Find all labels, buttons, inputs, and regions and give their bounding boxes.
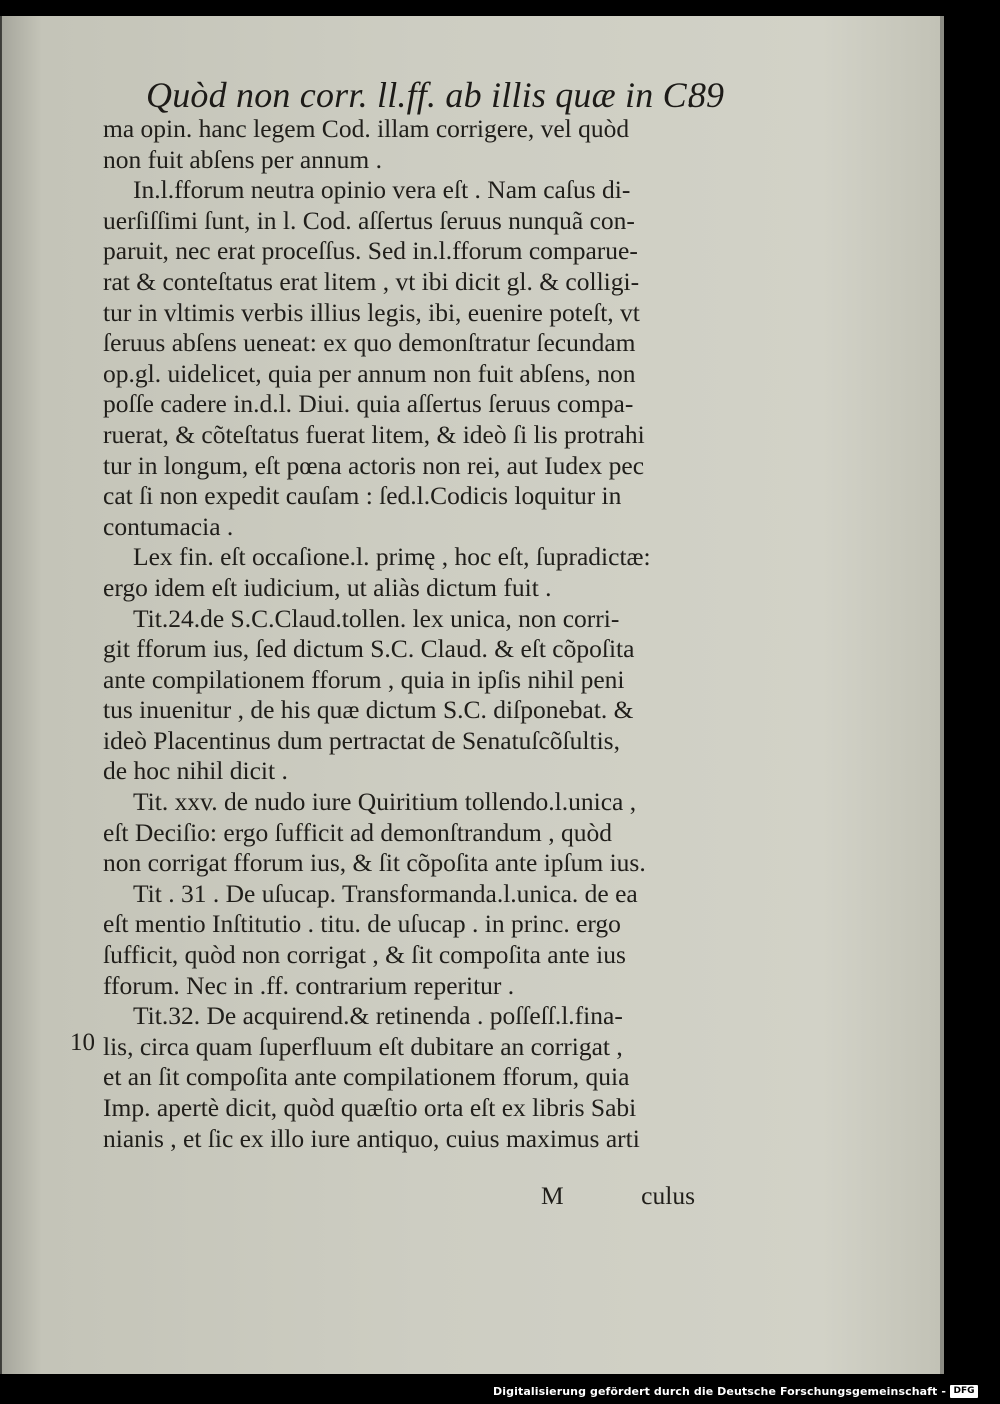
paragraph-start-line: In.l.fforum neutra opinio vera eſt . Nam caſus di- [133, 175, 631, 205]
catchword: culus [641, 1181, 695, 1210]
margin-number: 10 [70, 1029, 95, 1056]
text-line: git fforum ius, ſed dictum S.C. Claud. & eſt cõpoſita [103, 634, 635, 664]
text-line: poſſe cadere in.d.l. Diui. quia aſſertus ſeruus compa- [103, 389, 634, 419]
text-line: nianis , et ſic ex illo iure antiquo, cuius maximus arti [103, 1123, 640, 1153]
text-line: rat & conteſtatus erat litem , vt ibi dicit gl. & colligi- [103, 266, 640, 296]
paragraph-start-line: Tit.24.de S.C.Claud.tollen. lex unica, non corri- [133, 603, 620, 633]
text-line: lis, circa quam ſuperfluum eſt dubitare an corrigat , [103, 1031, 623, 1061]
text-line: Imp. apertè dicit, quòd quæſtio orta eſt ex libris Sabi [103, 1093, 637, 1122]
running-head [146, 70, 736, 120]
signature-mark: M [541, 1181, 564, 1210]
paragraph-start-line: Lex fin. eſt occaſione.l. primę , hoc eſt, ſupradictæ: [133, 542, 651, 572]
text-line: de hoc nihil dicit . [103, 756, 288, 786]
text-line: ſeruus abſens ueneat: ex quo demonſtratur ſecundam [103, 328, 636, 358]
digitization-footer [493, 1383, 978, 1399]
paragraph-start-line: Tit. xxv. de nudo iure Quiritium tollendo.l.unica , [133, 787, 637, 817]
text-line: paruit, nec erat proceſſus. Sed in.l.fforum comparue- [103, 236, 638, 266]
text-line: tur in longum, eſt pœna actoris non rei, aut Iudex pec [103, 450, 645, 480]
text-line: eſt mentio Inſtitutio . titu. de uſucap . in princ. ergo [103, 909, 621, 939]
body-text [103, 114, 743, 1154]
text-line: contumacia . [103, 511, 234, 541]
text-line: uerſiſſimi ſunt, in l. Cod. aſſertus ſeruus nunquã con- [103, 205, 635, 235]
page-number: 89 [688, 75, 724, 115]
text-line: ante compilationem fforum , quia in ipſis nihil peni [103, 664, 625, 694]
text-line: fforum. Nec in .ff. contrarium reperitur . [103, 970, 515, 1000]
text-line: ruerat, & cõteſtatus fuerat litem, & ideò ſi lis protrahi [103, 419, 645, 449]
text-line: tur in vltimis verbis illius legis, ibi, euenire poteſt, vt [103, 297, 640, 327]
running-head-title: Quòd non corr. ll.ff. ab illis quæ in C. [146, 75, 697, 115]
paragraph-start-line: Tit.32. De acquirend.& retinenda . poſſeſſ.l.fina- [133, 1001, 623, 1031]
text-line: non corrigat fforum ius, & ſit cõpoſita ante ipſum ius. [103, 848, 646, 878]
text-line: op.gl. uidelicet, quia per annum non fuit abſens, non [103, 358, 636, 388]
text-line: ergo idem eſt iudicium, ut aliàs dictum fuit . [103, 572, 552, 602]
text-line: ſufficit, quòd non corrigat , & ſit compoſita ante ius [103, 940, 626, 970]
text-line: tus inuenitur , de his quæ dictum S.C. diſponebat. & [103, 695, 634, 725]
text-line: cat ſi non expedit cauſam : ſed.l.Codicis loquitur in [103, 481, 622, 511]
text-line: ideò Placentinus dum pertractat de Senatuſcõſultis, [103, 725, 620, 755]
catchword-line [103, 1180, 695, 1212]
footer-credit: Digitalisierung gefördert durch die Deutsche Forschungsgemeinschaft - [493, 1384, 946, 1398]
text-line: non fuit abſens per annum . [103, 144, 383, 174]
text-line: ma opin. hanc legem Cod. illam corrigere, vel quòd [103, 114, 630, 143]
paragraph-start-line: Tit . 31 . De uſucap. Transformanda.l.unica. de ea [133, 878, 638, 908]
page-edge [940, 16, 944, 1374]
text-line: et an ſit compoſita ante compilationem fforum, quia [103, 1062, 630, 1092]
dfg-logo-icon: DFG [950, 1385, 978, 1398]
text-line: eſt Deciſio: ergo ſufficit ad demonſtrandum , quòd [103, 817, 612, 847]
